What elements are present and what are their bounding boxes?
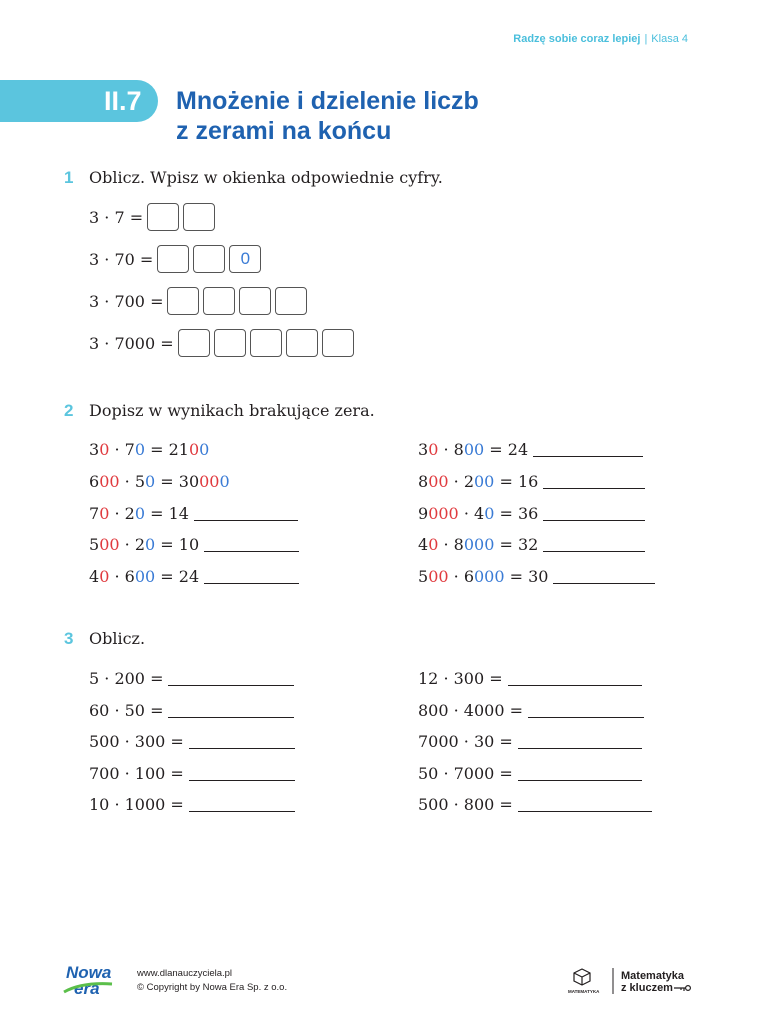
- exercise-3-number: 3: [64, 629, 74, 648]
- logo-nowa-text: Nowa: [66, 963, 112, 982]
- footer-url[interactable]: www.dlanauczyciela.pl: [137, 968, 233, 979]
- ex1-expr: 3 · 70 =: [89, 249, 154, 269]
- ex2-left-row-5: 4 0 · 6 00 = 24: [89, 567, 299, 586]
- answer-box[interactable]: [214, 329, 246, 357]
- nowa-era-logo-graphic: [62, 962, 122, 1002]
- answer-box[interactable]: [203, 287, 235, 315]
- ex3-right-row-2: 800 · 4000 =: [418, 701, 644, 720]
- answer-line[interactable]: [518, 766, 642, 781]
- answer-line[interactable]: [189, 797, 295, 812]
- grade-label: Klasa 4: [651, 33, 688, 45]
- answer-box[interactable]: [183, 203, 215, 231]
- cube-icon: [574, 969, 590, 985]
- answer-box[interactable]: [239, 287, 271, 315]
- ex3-right-row-4: 50 · 7000 =: [418, 764, 642, 783]
- answer-box[interactable]: [286, 329, 318, 357]
- answer-box[interactable]: [193, 245, 225, 273]
- header: [513, 33, 688, 45]
- answer-box[interactable]: [275, 287, 307, 315]
- ex1-expr: 3 · 700 =: [89, 291, 164, 311]
- title-line-2: z zerami na końcu: [176, 117, 392, 145]
- ex2-right-row-5: 5 00 · 6 000 = 30: [418, 567, 655, 586]
- exercise-2-number: 2: [64, 401, 74, 420]
- ex1-expr: 3 · 7 =: [89, 207, 144, 227]
- answer-line[interactable]: [168, 671, 294, 686]
- ex3-right-row-3: 7000 · 30 =: [418, 732, 642, 751]
- answer-box[interactable]: [178, 329, 210, 357]
- answer-line[interactable]: [508, 671, 642, 686]
- footer-copyright: © Copyright by Nowa Era Sp. z o.o.: [137, 982, 288, 993]
- answer-box[interactable]: 0: [229, 245, 261, 273]
- ex2-left-row-1: 3 0 · 7 0 = 21 0 0: [89, 440, 210, 459]
- ex2-right-row-2: 8 00 · 2 00 = 16: [418, 472, 645, 491]
- section-number: II.7: [104, 86, 142, 116]
- key-icon: [674, 988, 686, 991]
- answer-line[interactable]: [194, 506, 298, 521]
- footer-text: [137, 967, 287, 995]
- ex3-left-row-2: 60 · 50 =: [89, 701, 294, 720]
- ex1-row-1: [89, 203, 215, 231]
- series-name: Radzę sobie coraz lepiej: [513, 33, 641, 45]
- answer-box[interactable]: [250, 329, 282, 357]
- ex3-left-row-1: 5 · 200 =: [89, 669, 294, 688]
- ex2-right-row-4: 4 0 · 8 000 = 32: [418, 535, 645, 554]
- exercise-2-instruction: Dopisz w wynikach brakujące zera.: [89, 401, 375, 420]
- ex3-left-row-4: 700 · 100 =: [89, 764, 295, 783]
- answer-line[interactable]: [543, 537, 645, 552]
- mzk-logo-graphic: [568, 966, 693, 996]
- answer-box[interactable]: [157, 245, 189, 273]
- ex2-left-row-2: 6 00 · 5 0 = 30 00 0: [89, 472, 230, 491]
- answer-line[interactable]: [543, 474, 645, 489]
- section-tab: [0, 80, 158, 122]
- answer-line[interactable]: [528, 703, 644, 718]
- logo-small-text: MATEMATYKA: [568, 989, 600, 994]
- ex1-row-4: [89, 329, 354, 357]
- page-title: [176, 86, 479, 146]
- logo-era-text: era: [74, 979, 100, 998]
- ex1-row-2: [89, 245, 261, 273]
- logo-right-line2: z kluczem: [621, 982, 673, 994]
- exercise-1-instruction: Oblicz. Wpisz w okienka odpowiednie cyfry.: [89, 168, 443, 187]
- answer-box[interactable]: [322, 329, 354, 357]
- ex2-left-row-3: 7 0 · 2 0 = 14: [89, 504, 298, 523]
- answer-line[interactable]: [189, 734, 295, 749]
- ex3-right-row-5: 500 · 800 =: [418, 795, 652, 814]
- nowa-era-logo: [62, 962, 122, 1002]
- answer-line[interactable]: [553, 569, 655, 584]
- answer-line[interactable]: [518, 797, 652, 812]
- ex3-left-row-3: 500 · 300 =: [89, 732, 295, 751]
- answer-line[interactable]: [204, 537, 299, 552]
- answer-line[interactable]: [533, 442, 643, 457]
- answer-box[interactable]: [167, 287, 199, 315]
- ex1-expr: 3 · 7000 =: [89, 333, 174, 353]
- logo-right-line1: Matematyka: [621, 970, 684, 982]
- answer-box[interactable]: [147, 203, 179, 231]
- ex3-left-row-5: 10 · 1000 =: [89, 795, 295, 814]
- ex3-right-row-1: 12 · 300 =: [418, 669, 642, 688]
- matematyka-z-kluczem-logo: [568, 966, 693, 1000]
- ex1-row-3: [89, 287, 307, 315]
- header-separator: |: [644, 33, 648, 45]
- answer-line[interactable]: [168, 703, 294, 718]
- answer-line[interactable]: [518, 734, 642, 749]
- ex2-right-row-3: 9 000 · 4 0 = 36: [418, 504, 645, 523]
- title-line-1: Mnożenie i dzielenie liczb: [176, 87, 479, 115]
- answer-line[interactable]: [543, 506, 645, 521]
- answer-line[interactable]: [204, 569, 299, 584]
- exercise-1-number: 1: [64, 168, 74, 187]
- answer-line[interactable]: [189, 766, 295, 781]
- ex2-left-row-4: 5 00 · 2 0 = 10: [89, 535, 299, 554]
- exercise-3-instruction: Oblicz.: [89, 629, 146, 648]
- ex2-right-row-1: 3 0 · 8 00 = 24: [418, 440, 643, 459]
